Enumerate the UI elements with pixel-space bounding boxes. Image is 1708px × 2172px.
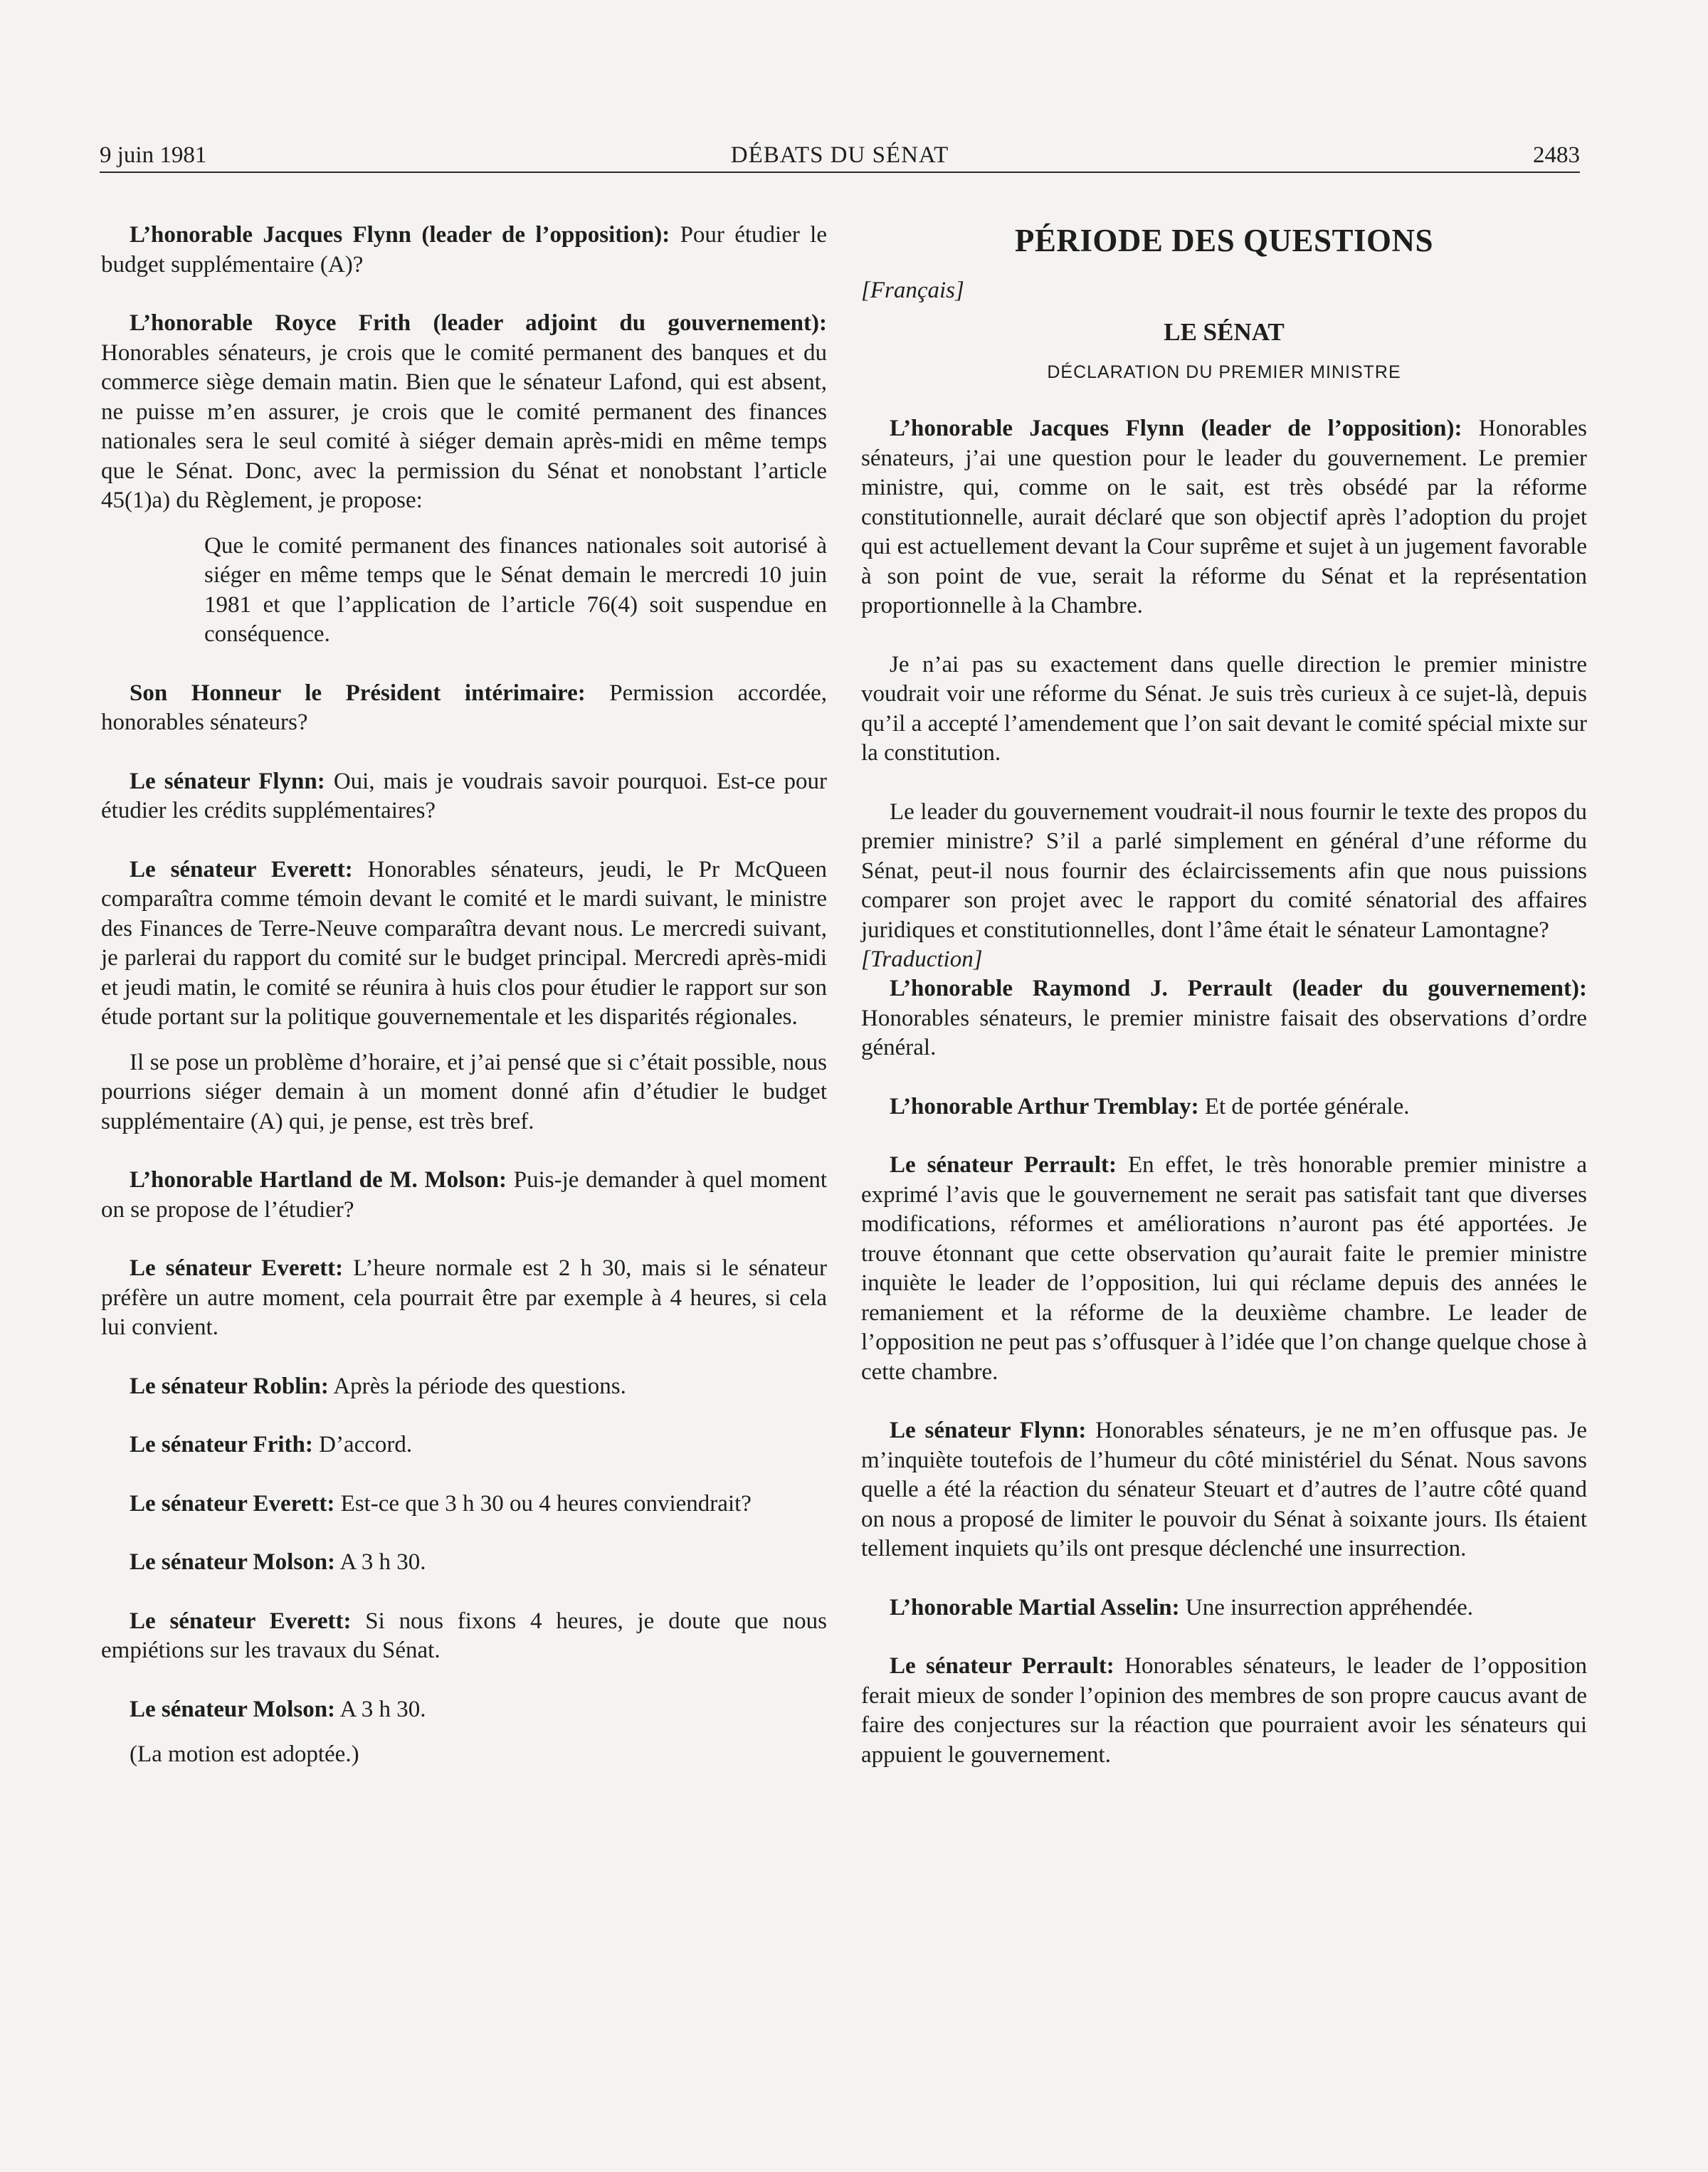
paragraph bbox=[101, 855, 827, 1033]
speaker: Le sénateur Frith: bbox=[130, 1432, 313, 1457]
right-column bbox=[861, 221, 1587, 1770]
speaker: L’honorable Hartland de M. Molson: bbox=[130, 1167, 507, 1193]
paragraph bbox=[101, 221, 827, 280]
paragraph bbox=[861, 798, 1587, 946]
speaker: L’honorable Raymond J. Perrault (leader du gouvernement): bbox=[890, 976, 1587, 1001]
page-header bbox=[100, 139, 1580, 173]
paragraph bbox=[101, 1430, 827, 1460]
paragraph-text: Si nous fixons 4 heures, je doute que nous empiétions sur les travaux du Sénat. bbox=[101, 1608, 827, 1663]
speaker: Le sénateur Everett: bbox=[130, 1490, 335, 1517]
speaker: Le sénateur Perrault: bbox=[890, 1653, 1114, 1679]
language-tag: [Français] bbox=[861, 278, 964, 303]
language-tag: [Traduction] bbox=[861, 947, 983, 972]
paragraph-text: D’accord. bbox=[319, 1432, 413, 1457]
speaker: Le sénateur Molson: bbox=[130, 1549, 336, 1575]
paragraph bbox=[101, 1048, 827, 1137]
speaker: L’honorable Martial Asselin: bbox=[890, 1594, 1180, 1620]
paragraph bbox=[101, 1548, 827, 1578]
paragraph-text: Honorables sénateurs, le leader de l’opposition ferait mieux de sonder l’opinion des membres de son propre caucus avant de faire des conjectures sur la réaction que pourraient avoir les sénateurs qui appuient le gouvernement. bbox=[861, 1653, 1587, 1768]
paragraph-text: Le leader du gouvernement voudrait-il nous fournir le texte des propos du premier ministre? S’il a parlé simplement en général d’une réforme du Sénat, peut-il nous fournir des éclaircissements afin que nous puissions comparer son projet avec le rapport du comité sénatorial des affaires juridiques et constitutionnelles, dont l’âme était le sénateur Lamontagne? bbox=[861, 798, 1587, 943]
speaker: Le sénateur Everett: bbox=[130, 1255, 344, 1281]
speaker: Le sénateur Molson: bbox=[130, 1696, 336, 1722]
speaker: L’honorable Jacques Flynn (leader de l’opposition): bbox=[890, 416, 1462, 441]
speaker: Le sénateur Roblin: bbox=[130, 1373, 329, 1399]
paragraph bbox=[101, 1740, 827, 1770]
speaker: Le sénateur Everett: bbox=[130, 1608, 352, 1634]
paragraph-text: Est-ce que 3 h 30 ou 4 heures conviendrait? bbox=[340, 1490, 752, 1517]
paragraph-text: Oui, mais je voudrais savoir pourquoi. Est-ce pour étudier les crédits supplémentaires? bbox=[101, 768, 828, 823]
paragraph-text: Après la période des questions. bbox=[333, 1373, 626, 1399]
paragraph-text: (La motion est adoptée.) bbox=[130, 1741, 359, 1767]
paragraph-text: Puis-je demander à quel moment on se propose de l’étudier? bbox=[101, 1167, 828, 1223]
header-date: 9 juin 1981 bbox=[100, 142, 207, 168]
paragraph bbox=[101, 767, 827, 826]
paragraph-text: Honorables sénateurs, je crois que le comité permanent des banques et du commerce siège demain matin. Bien que le sénateur Lafond, qui est absent, ne puisse m’en assurer, je crois que le comité permanent des finances nationales sera le seul comité à siéger demain après-midi en même temps que le Sénat. Donc, avec la permission du Sénat et nonobstant l’article 45(1)a) du Règlement, je propose: bbox=[101, 339, 827, 513]
header-title: DÉBATS DU SÉNAT bbox=[730, 142, 949, 168]
paragraph bbox=[101, 1607, 827, 1666]
speaker: Son Honneur le Président intérimaire: bbox=[130, 680, 586, 706]
subsection-subtitle: DÉCLARATION DU PREMIER MINISTRE bbox=[1047, 362, 1401, 382]
paragraph-text: Je n’ai pas su exactement dans quelle direction le premier ministre voudrait voir une réforme du Sénat. Je suis très curieux à ce sujet-là, depuis qu’il a accepté l’amendement que l’on sait devant le comité spécial mixte sur la constitution. bbox=[861, 651, 1587, 766]
motion-quote bbox=[204, 532, 827, 650]
paragraph-text: Une insurrection appréhendée. bbox=[1185, 1594, 1473, 1620]
paragraph bbox=[861, 1652, 1587, 1770]
paragraph bbox=[861, 1593, 1587, 1623]
paragraph bbox=[101, 1254, 827, 1343]
speaker: L’honorable Arthur Tremblay: bbox=[890, 1093, 1199, 1119]
paragraph-text: L’heure normale est 2 h 30, mais si le sénateur préfère un autre moment, cela pourrait être par exemple à 4 heures, si cela lui convient. bbox=[101, 1255, 827, 1340]
paragraph bbox=[861, 1151, 1587, 1387]
paragraph bbox=[861, 1416, 1587, 1564]
paragraph-text: A 3 h 30. bbox=[339, 1696, 426, 1722]
section-title: PÉRIODE DES QUESTIONS bbox=[1014, 223, 1434, 258]
paragraph-text: Honorables sénateurs, jeudi, le Pr McQueen comparaîtra comme témoin devant le comité et le mardi suivant, le ministre des Finances de Terre-Neuve comparaîtra devant nous. Le mercredi suivant, je parlerai du rapport du comité sur le budget principal. Mercredi après-midi et jeudi matin, le comité se réunira à huis clos pour étudier le rapport sur son étude portant sur la politique gouvernementale et les disparités régionales. bbox=[101, 856, 827, 1030]
speaker: Le sénateur Everett: bbox=[130, 856, 353, 882]
paragraph bbox=[101, 1695, 827, 1725]
paragraph bbox=[861, 974, 1587, 1063]
paragraph-text: Que le comité permanent des finances nationales soit autorisé à siéger en même temps que le Sénat demain le mercredi 10 juin 1981 et que l’application de l’article 76(4) soit suspendue en conséquence. bbox=[204, 532, 827, 647]
paragraph bbox=[101, 1166, 827, 1225]
paragraph-text: Pour étudier le budget supplémentaire (A)? bbox=[101, 222, 827, 278]
paragraph bbox=[101, 1490, 827, 1519]
speaker: L’honorable Jacques Flynn (leader de l’opposition): bbox=[130, 222, 670, 248]
speaker: Le sénateur Flynn: bbox=[890, 1418, 1087, 1443]
paragraph-text: Permission accordée, honorables sénateurs? bbox=[101, 680, 827, 735]
paragraph bbox=[101, 309, 827, 516]
paragraph bbox=[101, 1372, 827, 1402]
subsection-title: LE SÉNAT bbox=[1164, 318, 1285, 346]
paragraph bbox=[861, 650, 1587, 769]
paragraph-text: Honorables sénateurs, je ne m’en offusque pas. Je m’inquiète toutefois de l’humeur du côté ministériel du Sénat. Nous savons quelle a été la réaction du sénateur Steuart et d’autres de l’autre côté quand on nous a proposé de limiter le pouvoir du Sénat à soixante jours. Ils étaient tellement inquiets qu’ils ont presque déclenché une insurrection. bbox=[861, 1418, 1587, 1561]
speaker: Le sénateur Flynn: bbox=[130, 768, 325, 794]
paragraph-text: En effet, le très honorable premier ministre a exprimé l’avis que le gouvernement ne serait pas satisfait tant que diverses modifications, réformes et améliorations n’auront pas été apportées. Je trouve étonnant que cette observation qu’aurait faite le premier ministre inquiète le leader de l’opposition, lui qui réclame depuis des années le remaniement et la réforme de la deuxième chambre. Le leader de l’opposition ne peut pas s’offusquer à l’idée que l’on change quelque chose à cette chambre. bbox=[861, 1152, 1588, 1385]
speaker: L’honorable Royce Frith (leader adjoint du gouvernement): bbox=[130, 310, 827, 336]
paragraph-text: A 3 h 30. bbox=[339, 1549, 426, 1575]
paragraph bbox=[861, 414, 1587, 621]
paragraph-text: Et de portée générale. bbox=[1204, 1093, 1410, 1119]
speaker: Le sénateur Perrault: bbox=[890, 1152, 1117, 1178]
paragraph bbox=[101, 679, 827, 738]
paragraph-text: Honorables sénateurs, j’ai une question pour le leader du gouvernement. Le premier ministre, qui, comme on le sait, est très obsédé par la réforme constitutionnelle, aurait déclaré que son objectif après l’adoption du projet qui est actuellement devant la Cour suprême et sujet à un jugement favorable à son point de vue, serait la réforme du Sénat et la représentation proportionnelle à la Chambre. bbox=[861, 416, 1588, 618]
paragraph bbox=[861, 1092, 1587, 1122]
paragraph-text: Honorables sénateurs, le premier ministre faisait des observations d’ordre général. bbox=[861, 1005, 1587, 1060]
page-number: 2483 bbox=[1533, 142, 1580, 168]
paragraph-text: Il se pose un problème d’horaire, et j’ai pensé que si c’était possible, nous pourrions siéger demain à un moment donné afin d’étudier le budget supplémentaire (A) qui, je pense, est très bref. bbox=[101, 1049, 827, 1134]
left-column bbox=[101, 221, 827, 1770]
